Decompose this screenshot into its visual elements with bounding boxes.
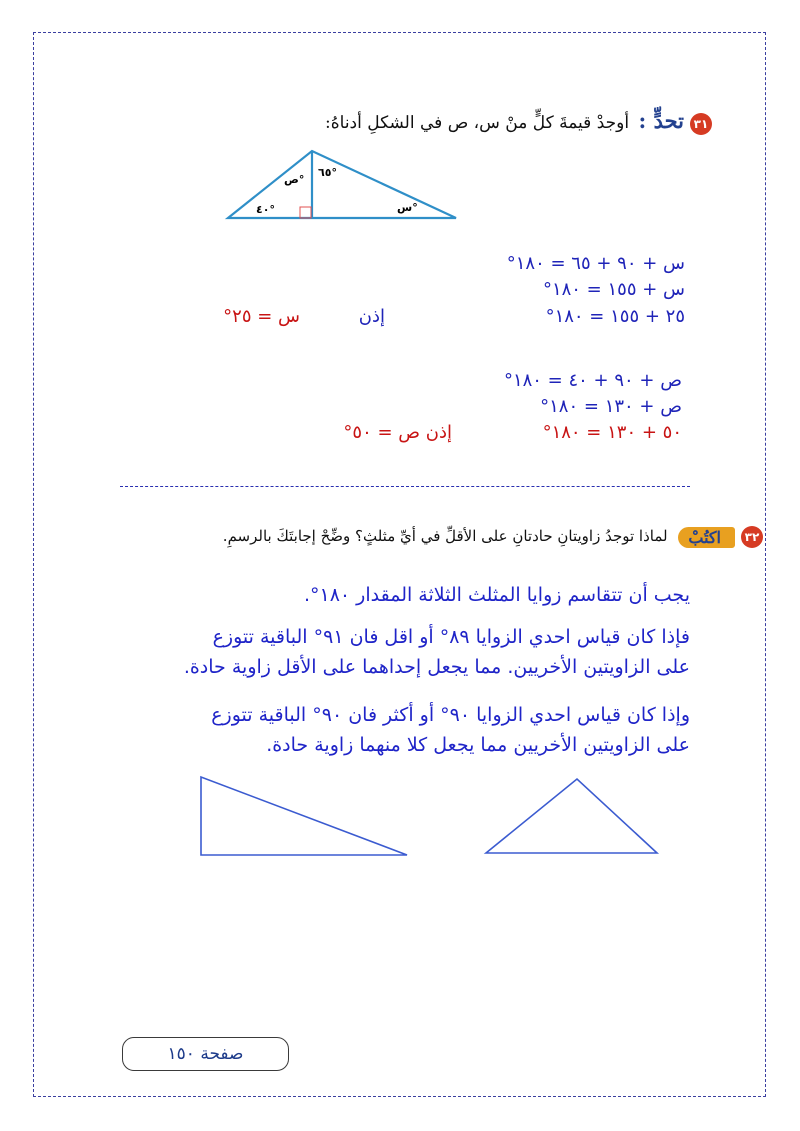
question-32-line: [43, 526, 763, 548]
solution-y-line-3a: ٥٠ + ١٣٠ = ١٨٠°: [542, 422, 682, 443]
page-number-box: صفحة ١٥٠: [122, 1037, 289, 1071]
answer-paragraph-3-line-1: وإذا كان قياس احدي الزوايا ٩٠° أو أكثر فان ٩٠° الباقية تتوزع: [211, 704, 690, 726]
triangle-figure: [222, 145, 462, 225]
solution-y-line-3b: إذن ص = ٥٠°: [343, 422, 452, 443]
right-angle-mark: [300, 207, 311, 218]
question-31-line: [112, 108, 712, 135]
angle-65-label: ٦٥°: [318, 166, 337, 179]
right-triangle-outline: [201, 777, 407, 855]
right-triangle-drawing: [195, 773, 415, 863]
solution-x-line-3b: إذن: [358, 306, 385, 327]
solution-x-line-2: س + ١٥٥ = ١٨٠°: [542, 279, 685, 300]
solution-x-line-3a: ٢٥ + ١٥٥ = ١٨٠°: [545, 306, 685, 327]
angle-x-label: س°: [397, 201, 418, 214]
solution-y-line-1: ص + ٩٠ + ٤٠ = ١٨٠°: [503, 370, 682, 391]
challenge-label: تحدٍّ :: [638, 108, 684, 133]
write-label: اكتُبْ: [678, 527, 735, 548]
solution-x-line-1: س + ٩٠ + ٦٥ = ١٨٠°: [506, 253, 685, 274]
question-number-badge: ٣٢: [741, 526, 763, 548]
acute-triangle-outline: [486, 779, 657, 853]
solution-y-line-2: ص + ١٣٠ = ١٨٠°: [540, 396, 682, 417]
answer-paragraph-1: يجب أن تتقاسم زوايا المثلث الثلاثة المقدار ١٨٠°.: [303, 584, 690, 606]
question-31-text: أوجدْ قيمةَ كلٍّ منْ س، ص في الشكلِ أدناهُ:: [325, 113, 630, 133]
angle-y-label: ص°: [284, 173, 305, 186]
section-divider: [120, 486, 690, 487]
question-number-badge: ٣١: [690, 113, 712, 135]
angle-40-label: ٤٠°: [256, 203, 275, 216]
question-32-text: لماذا توجدُ زاويتانِ حادتانِ على الأقلِّ في أيِّ مثلثٍ؟ وضِّحْ إجابتَكَ بالرسمِ.: [222, 527, 668, 545]
answer-paragraph-3-line-2: على الزاويتين الأخريين مما يجعل كلا منهما زاوية حادة.: [266, 734, 690, 756]
answer-paragraph-2-line-2: على الزاويتين الأخريين. مما يجعل إحداهما على الأقل زاوية حادة.: [183, 656, 690, 678]
acute-triangle-drawing: [482, 775, 662, 859]
answer-paragraph-2-line-1: فإذا كان قياس احدي الزوايا ٨٩° أو اقل فان ٩١° الباقية تتوزع: [212, 626, 690, 648]
solution-x-line-3c: س = ٢٥°: [223, 306, 300, 327]
